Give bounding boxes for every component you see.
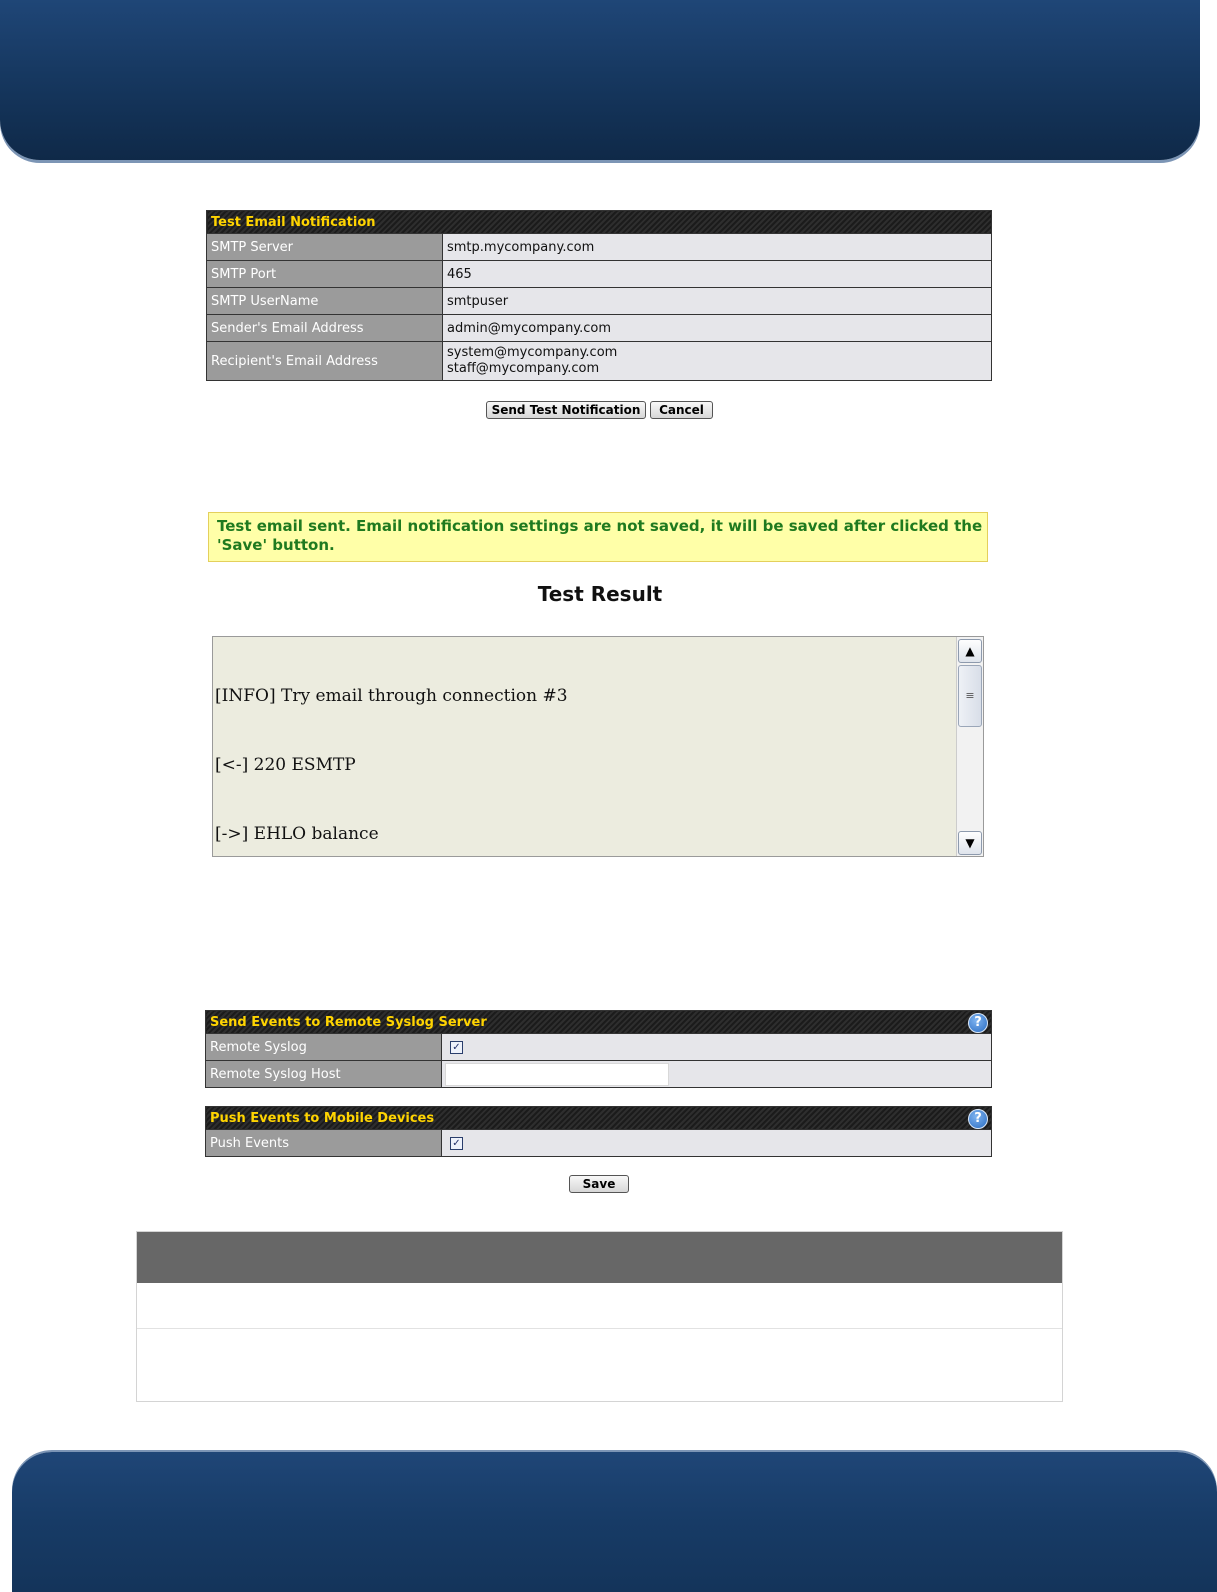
checkmark-icon: ✓ [452, 1041, 461, 1053]
row-label: Remote Syslog [206, 1034, 442, 1061]
bottom-banner [12, 1452, 1217, 1592]
smtp-port-row [207, 261, 992, 288]
test-email-table [206, 210, 992, 381]
table-header [137, 1232, 1062, 1283]
sender-email-row [207, 315, 992, 342]
recipient-email: system@mycompany.com [447, 345, 618, 360]
row-value [442, 1034, 992, 1061]
row-label: SMTP Port [207, 261, 443, 288]
row-label: SMTP Server [207, 234, 443, 261]
remote-syslog-host-input[interactable] [445, 1063, 669, 1086]
row-label: Sender's Email Address [207, 315, 443, 342]
section-header [206, 1011, 992, 1034]
row-value: smtpuser [443, 288, 992, 315]
remote-syslog-host-row [206, 1061, 992, 1088]
test-result-console[interactable] [212, 636, 984, 857]
console-line: [->] EHLO balance [215, 824, 379, 844]
row-value: smtp.mycompany.com [443, 234, 992, 261]
row-label: SMTP UserName [207, 288, 443, 315]
cancel-button[interactable]: Cancel [650, 401, 713, 419]
push-header [206, 1107, 992, 1130]
console-scrollbar[interactable] [956, 637, 983, 856]
row-label: Push Events [206, 1130, 442, 1157]
row-value [442, 1130, 992, 1157]
row-label: Recipient's Email Address [207, 342, 443, 381]
status-notice: Test email sent. Email notification settings are not saved, it will be saved after clicked the 'Save' button. [208, 512, 988, 562]
scroll-down-icon[interactable]: ▼ [958, 831, 982, 855]
row-value [442, 1061, 992, 1088]
row-value: 465 [443, 261, 992, 288]
section-title: Test Email Notification [207, 211, 992, 234]
remote-syslog-checkbox[interactable] [450, 1041, 463, 1054]
section-title: Push Events to Mobile Devices [210, 1110, 435, 1126]
row-value: admin@mycompany.com [443, 315, 992, 342]
section-title: Send Events to Remote Syslog Server [210, 1014, 487, 1030]
recipient-email-row [207, 342, 992, 381]
checkmark-icon: ✓ [452, 1137, 461, 1149]
console-output [215, 639, 623, 857]
recipient-email: staff@mycompany.com [447, 361, 600, 376]
top-banner [0, 0, 1200, 160]
smtp-server-row [207, 234, 992, 261]
smtp-username-row [207, 288, 992, 315]
save-button[interactable]: Save [569, 1175, 629, 1193]
section-header [206, 1107, 992, 1130]
console-line: [<-] 220 ESMTP [215, 755, 356, 775]
push-events-checkbox[interactable] [450, 1137, 463, 1150]
test-result-title: Test Result [537, 582, 663, 606]
row-label: Remote Syslog Host [206, 1061, 442, 1088]
test-email-header [207, 211, 992, 234]
syslog-header [206, 1011, 992, 1034]
help-icon[interactable]: ? [968, 1013, 988, 1033]
help-icon[interactable]: ? [968, 1109, 988, 1129]
recipient-list [443, 342, 992, 381]
placeholder-table [136, 1231, 1063, 1402]
push-events-row [206, 1130, 992, 1157]
table-row [137, 1283, 1062, 1329]
scroll-thumb[interactable]: ≡ [958, 665, 982, 727]
push-events-table [205, 1106, 992, 1157]
syslog-table [205, 1010, 992, 1088]
send-test-notification-button[interactable]: Send Test Notification [486, 401, 646, 419]
console-line: [INFO] Try email through connection #3 [215, 686, 568, 706]
scroll-up-icon[interactable]: ▲ [958, 639, 982, 663]
remote-syslog-row [206, 1034, 992, 1061]
